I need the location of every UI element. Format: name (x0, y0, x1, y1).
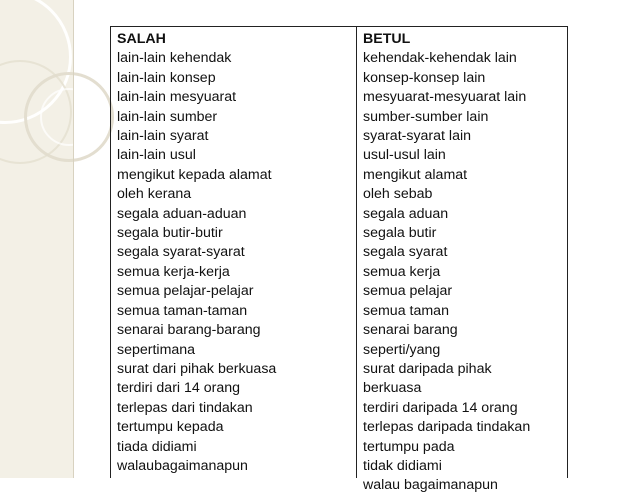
betul-item: tertumpu pada (363, 438, 455, 455)
betul-item: semua kerja (363, 263, 441, 280)
betul-item: semua pelajar (363, 283, 453, 300)
column-header-salah: SALAH (117, 31, 166, 47)
panel-divider (73, 0, 74, 478)
betul-item: kehendak-kehendak lain (363, 50, 517, 67)
salah-item: walaubagaimanapun (117, 457, 248, 474)
salah-item: terlepas dari tindakan (117, 399, 253, 416)
salah-item: tiada didiami (117, 438, 197, 455)
column-header-betul: BETUL (363, 31, 411, 47)
salah-item: segala butir-butir (117, 225, 223, 242)
salah-item: sepertimana (117, 341, 196, 358)
column-salah (111, 27, 356, 478)
betul-item: senarai barang (363, 322, 458, 339)
betul-item: mengikut alamat (363, 166, 468, 183)
betul-item: syarat-syarat lain (363, 128, 472, 145)
betul-item: mesyuarat-mesyuarat lain (363, 89, 527, 106)
betul-item: sumber-sumber lain (363, 108, 489, 125)
betul-item: tidak didiami (363, 457, 442, 474)
slide-side-panel (0, 0, 73, 478)
betul-item: berkuasa (363, 380, 422, 397)
betul-item: terdiri daripada 14 orang (363, 399, 518, 416)
salah-item: tertumpu kepada (117, 419, 224, 436)
betul-item: semua taman (363, 302, 449, 319)
betul-item: segala aduan (363, 205, 449, 222)
salah-item: lain-lain konsep (117, 69, 216, 86)
betul-item: konsep-konsep lain (363, 69, 486, 86)
betul-item: seperti/yang (363, 341, 441, 358)
salah-item: lain-lain mesyuarat (117, 89, 237, 106)
salah-item: lain-lain sumber (117, 108, 218, 125)
salah-item: segala syarat-syarat (117, 244, 245, 261)
column-betul (356, 27, 567, 494)
word-usage-table (110, 26, 568, 494)
betul-item: oleh sebab (363, 186, 433, 203)
betul-item: segala syarat (363, 244, 448, 261)
salah-item: oleh kerana (117, 186, 192, 203)
salah-item: mengikut kepada alamat (117, 166, 272, 183)
betul-item: segala butir (363, 225, 437, 242)
salah-item: segala aduan-aduan (117, 205, 247, 222)
betul-item: walau bagaimanapun (363, 477, 498, 494)
betul-item: terlepas daripada tindakan (363, 419, 531, 436)
salah-item: terdiri dari 14 orang (117, 380, 241, 397)
betul-item: surat daripada pihak (363, 360, 492, 377)
salah-item: semua pelajar-pelajar (117, 283, 254, 300)
salah-item: senarai barang-barang (117, 322, 261, 339)
salah-item: surat dari pihak berkuasa (117, 360, 277, 377)
salah-item: lain-lain kehendak (117, 50, 232, 67)
salah-item: lain-lain usul (117, 147, 196, 164)
salah-item: semua kerja-kerja (117, 263, 230, 280)
salah-item: semua taman-taman (117, 302, 248, 319)
salah-item: lain-lain syarat (117, 128, 209, 145)
betul-item: usul-usul lain (363, 147, 446, 164)
